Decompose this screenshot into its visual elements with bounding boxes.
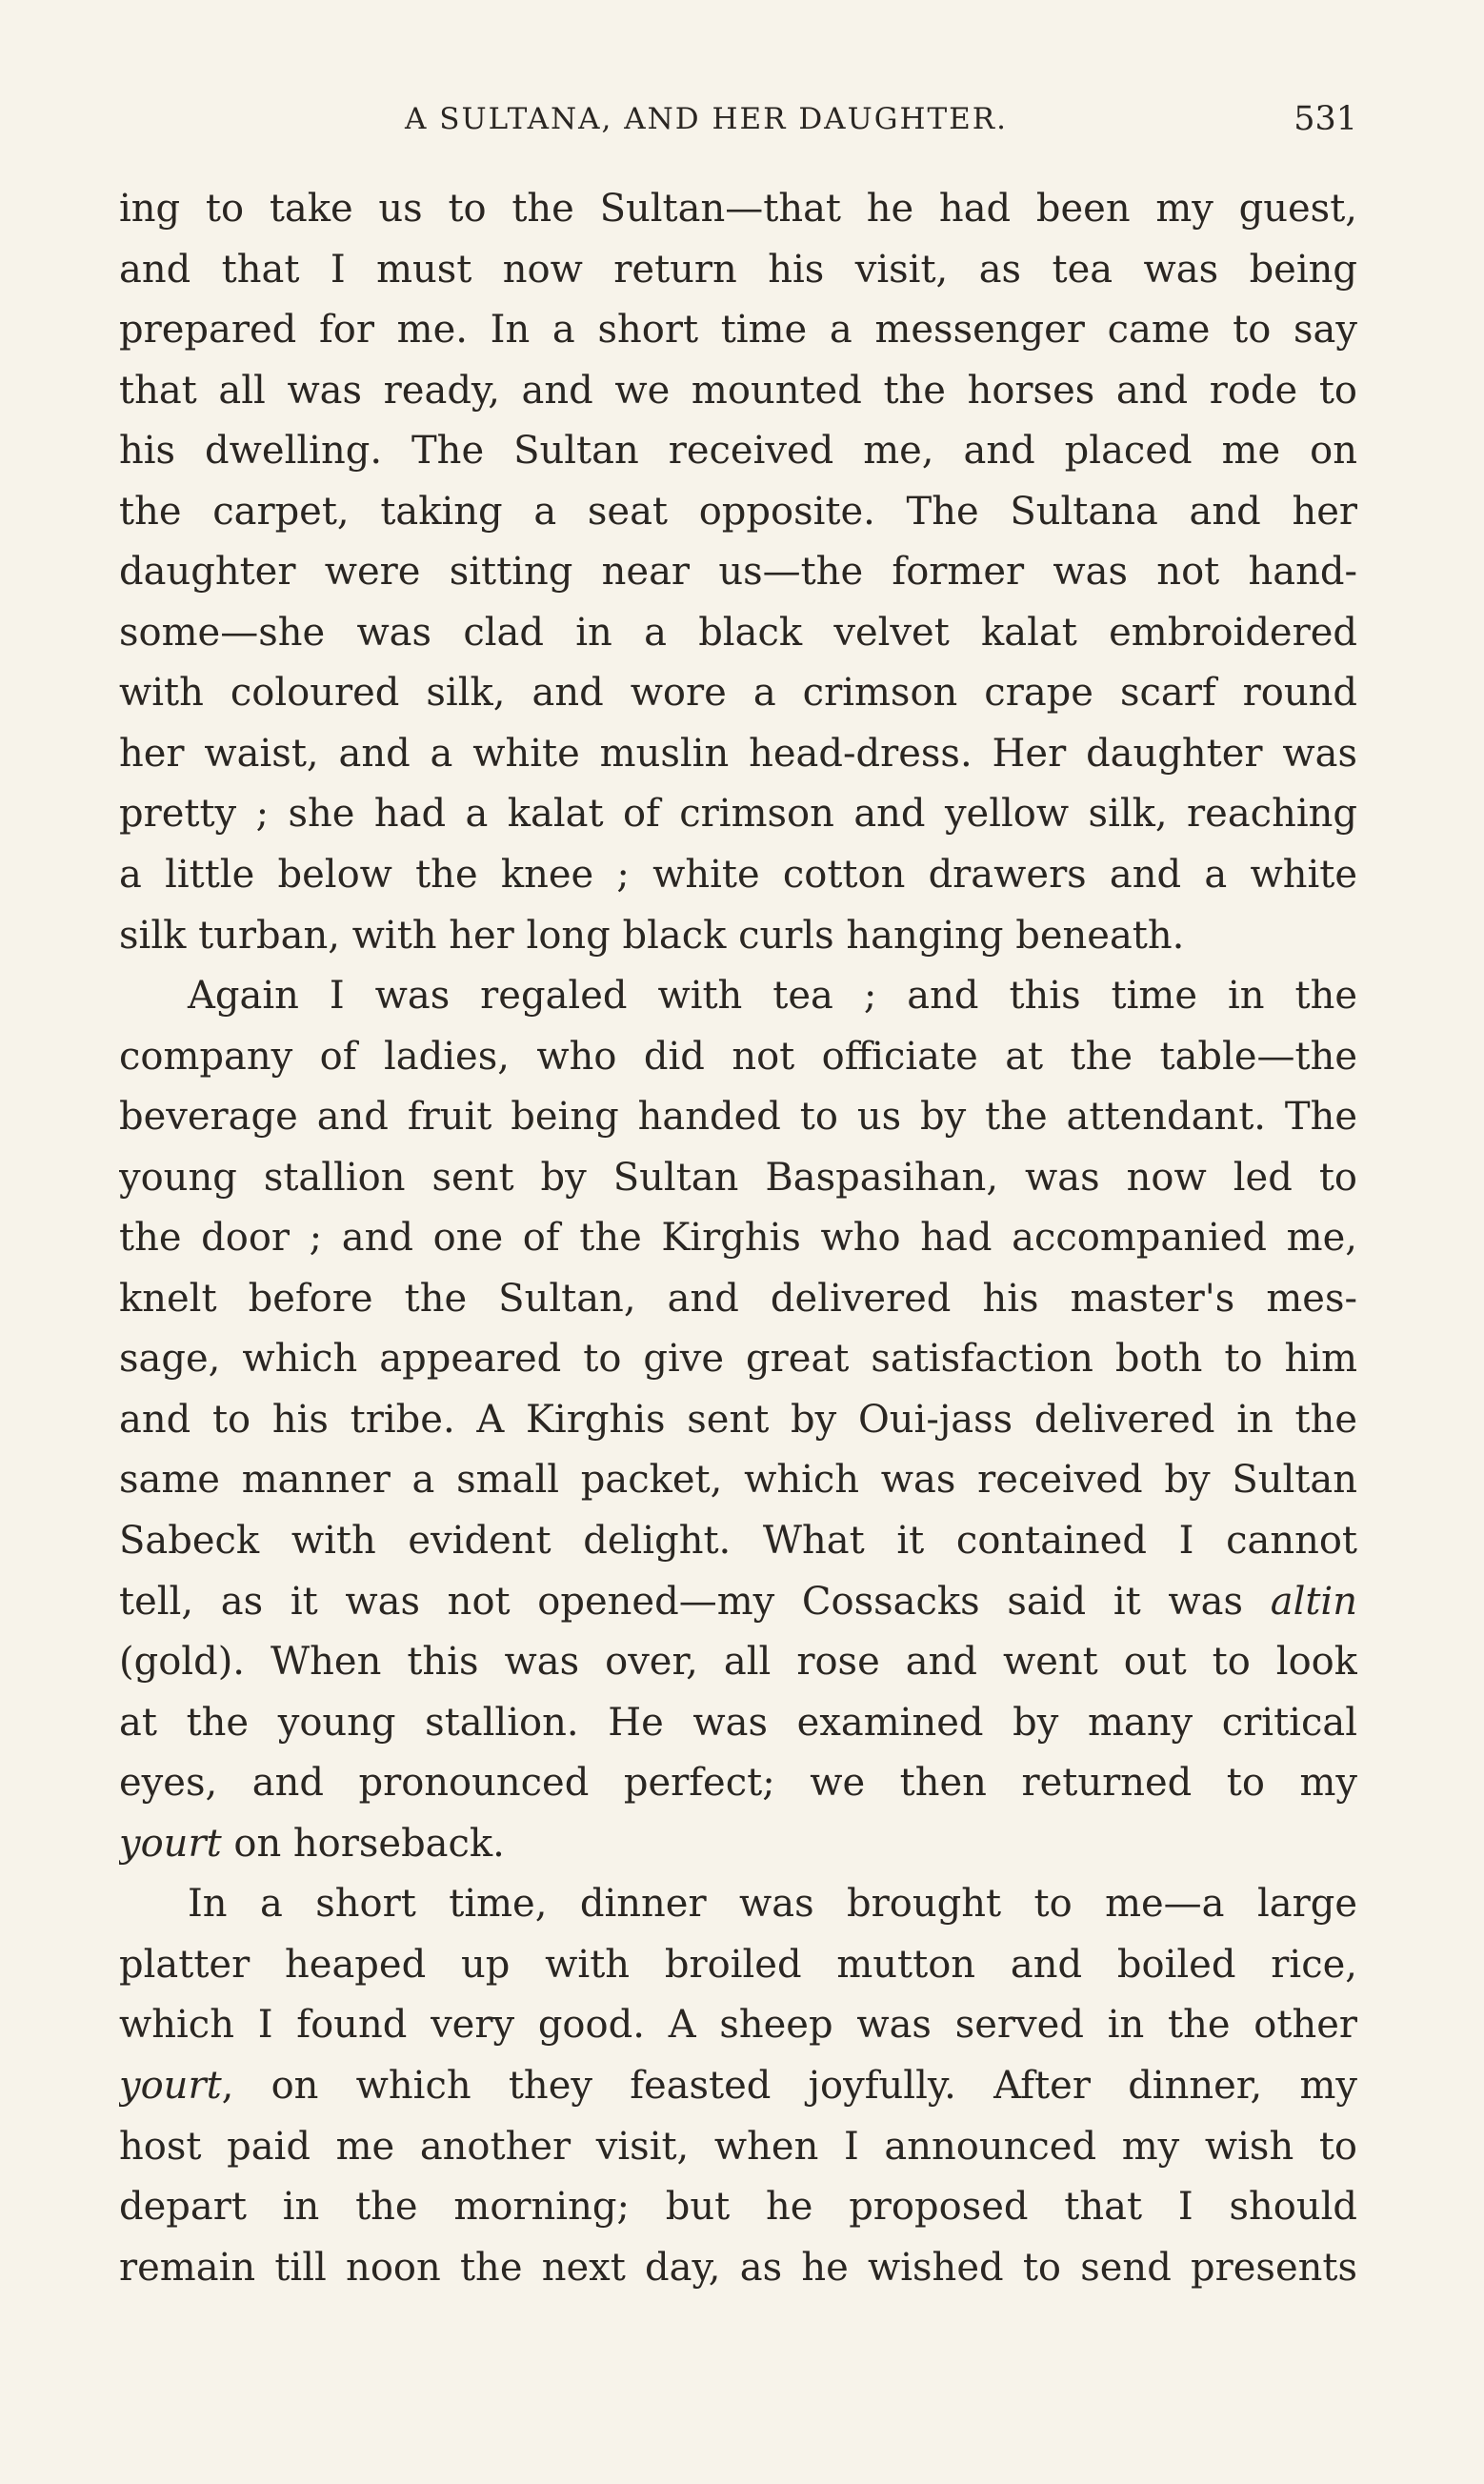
body-text: [119, 179, 1357, 2298]
text-line: platter heaped up with broiled mutton and boiled rice,: [119, 1942, 1357, 1987]
text-line: some—she was clad in a black velvet kalat embroidered: [119, 610, 1357, 655]
text-line: same manner a small packet, which was received by Sultan: [119, 1458, 1357, 1503]
running-head: [119, 95, 1357, 143]
text-line: silk turban, with her long black curls hanging beneath.: [119, 913, 1185, 958]
text-line: knelt before the Sultan, and delivered his master's mes-: [119, 1276, 1357, 1321]
text-line: prepared for me. In a short time a messenger came to say: [119, 308, 1357, 353]
text-line: ing to take us to the Sultan—that he had been my guest,: [119, 187, 1357, 231]
text-line: (gold). When this was over, all rose and went out to look: [119, 1640, 1357, 1685]
text-line: that all was ready, and we mounted the horses and rode to: [119, 368, 1357, 413]
page-number: 531: [1293, 100, 1357, 138]
text-line: her waist, and a white muslin head-dress. Her daughter was: [119, 731, 1357, 776]
text-line: a little below the knee ; white cotton drawers and a white: [119, 853, 1357, 898]
text-line: company of ladies, who did not officiate at the table—the: [119, 1034, 1357, 1079]
text-line: with coloured silk, and wore a crimson crape scarf round: [119, 671, 1357, 716]
text-line: and to his tribe. A Kirghis sent by Oui-jass delivered in the: [119, 1397, 1357, 1442]
text-line: pretty ; she had a kalat of crimson and yellow silk, reaching: [119, 792, 1357, 837]
running-title: A SULTANA, AND HER DAUGHTER.: [405, 102, 1008, 136]
text-line: In a short time, dinner was brought to me—a large: [188, 1882, 1357, 1927]
text-line: his dwelling. The Sultan received me, and placed me on: [119, 429, 1357, 474]
italic-word: yourt: [119, 1821, 222, 1866]
text-line: the door ; and one of the Kirghis who had accompanied me,: [119, 1216, 1357, 1261]
text-line: yourt, on which they feasted joyfully. After dinner, my: [119, 2063, 1357, 2108]
text-line: beverage and fruit being handed to us by the attendant. The: [119, 1095, 1357, 1140]
text-line: eyes, and pronounced perfect; we then returned to my: [119, 1761, 1357, 1806]
text-line: remain till noon the next day, as he wished to send presents: [119, 2245, 1357, 2290]
text-line: Again I was regaled with tea ; and this time in the: [188, 974, 1357, 1019]
text-line: sage, which appeared to give great satisfaction both to him: [119, 1337, 1357, 1382]
italic-word: yourt: [119, 2063, 222, 2108]
text-line: daughter were sitting near us—the former was not hand-: [119, 550, 1357, 595]
text-line: depart in the morning; but he proposed that I should: [119, 2185, 1357, 2230]
text-line: the carpet, taking a seat opposite. The Sultana and her: [119, 489, 1357, 534]
text-line: young stallion sent by Sultan Baspasihan, was now led to: [119, 1155, 1357, 1200]
text-line: host paid me another visit, when I announced my wish to: [119, 2124, 1357, 2169]
text-line: and that I must now return his visit, as tea was being: [119, 247, 1357, 292]
text-line: which I found very good. A sheep was served in the other: [119, 2003, 1357, 2048]
italic-word: altin: [1270, 1579, 1357, 1624]
text-line: yourt on horseback.: [119, 1821, 505, 1866]
text-line: at the young stallion. He was examined by many critical: [119, 1700, 1357, 1745]
text-line: tell, as it was not opened—my Cossacks said it was altin: [119, 1579, 1357, 1624]
text-line: Sabeck with evident delight. What it contained I cannot: [119, 1519, 1357, 1564]
